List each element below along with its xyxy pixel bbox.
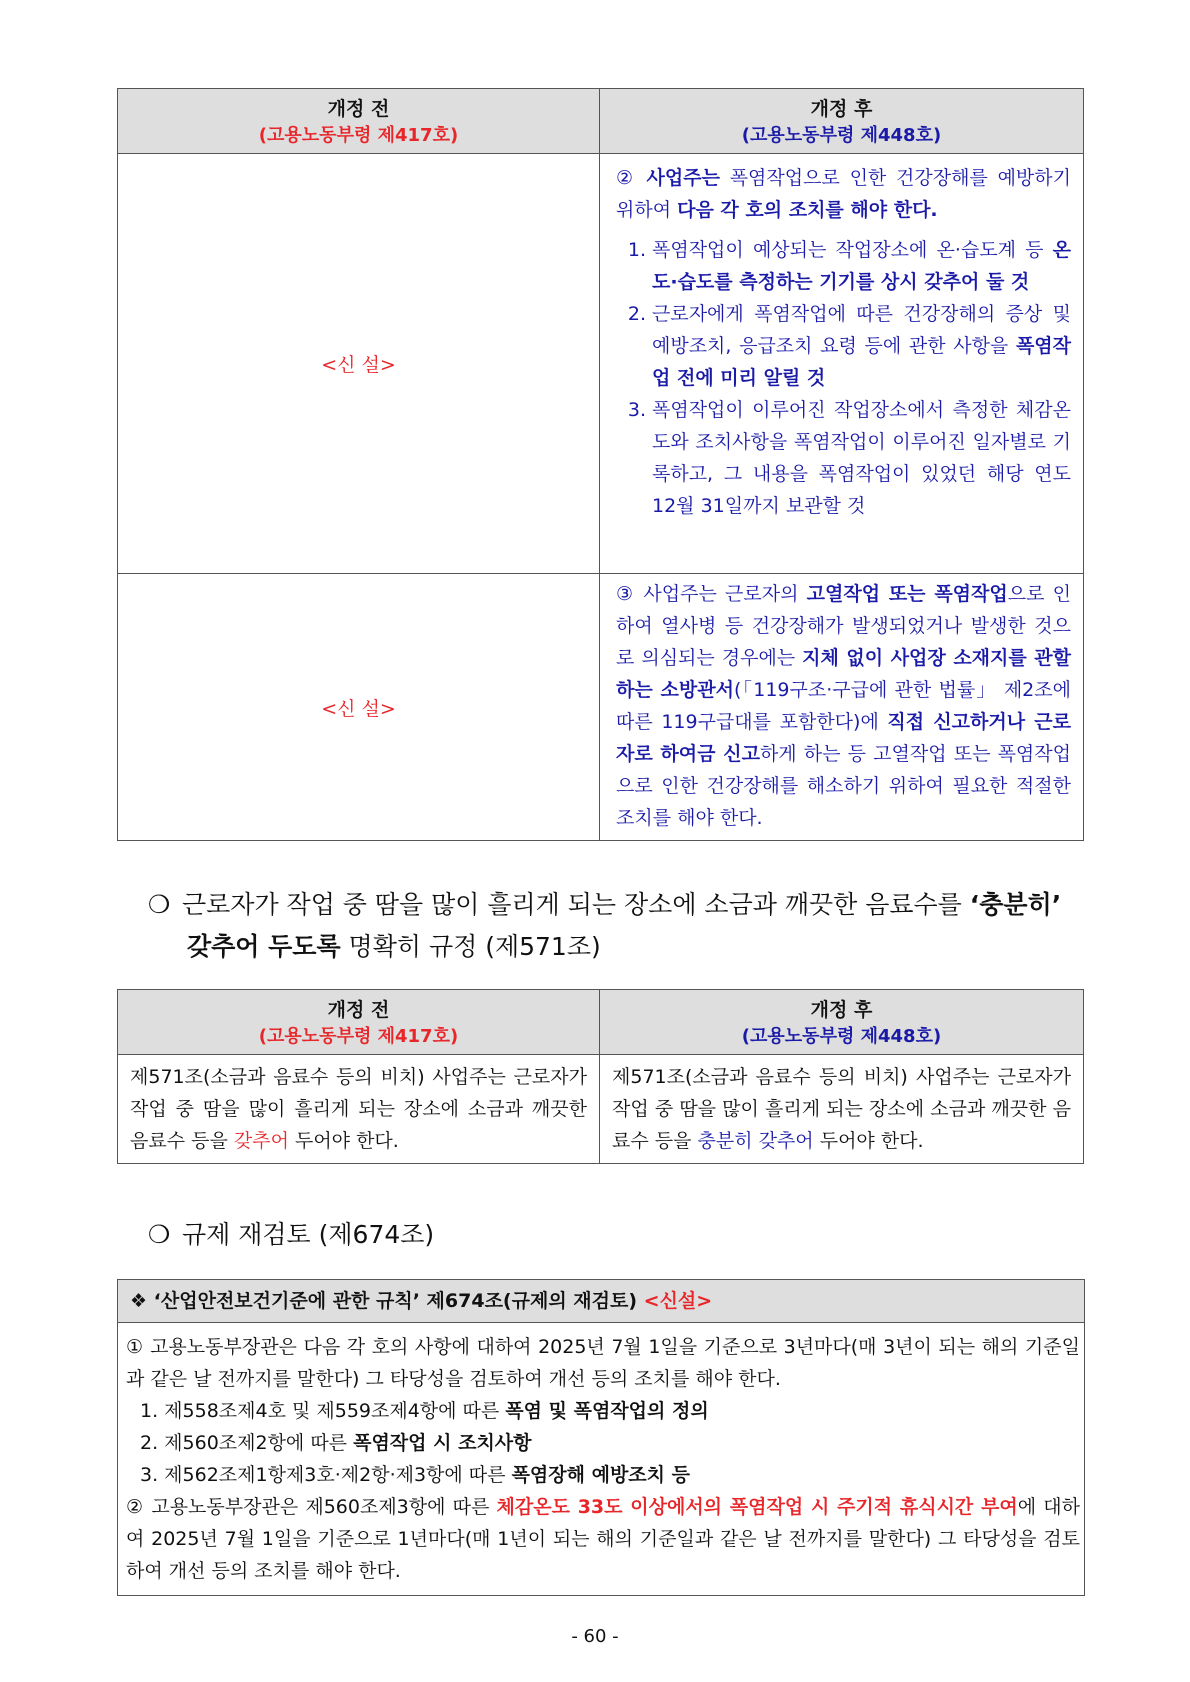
new-badge: <신설> [643,1290,713,1312]
before-title: 개정 전 [327,98,390,120]
new-provision-label: <신 설> [118,154,600,574]
diamond-icon: ❖ [130,1290,148,1312]
page-number: - 60 - [571,1626,619,1647]
before-title: 개정 전 [327,999,390,1021]
after-decree: (고용노동부령 제448호) [741,125,942,146]
reg-item-3: 3. 제562조제1항제3호·제2항·제3항에 따른 폭염장해 예방조치 등 [140,1464,690,1486]
regulation-box-header: ❖ ‘산업안전보건기준에 관한 규칙’ 제674조(규제의 재검토) <신설> [118,1280,1084,1323]
after-clause-2 [600,154,1084,574]
reg-paragraph-2: ② 고용노동부장관은 제560조제3항에 따른 체감온도 33도 이상에서의 폭염작업 시 주기적 휴식시간 부여에 대하여 2025년 7월 1일을 기준으로 1년마다(매 1년이 되는 해의 기준일과 같은 날 전까지를 말한다) 그 타당성을 검토하여 개선 등의 조치를 해야 한다. [126,1496,1080,1582]
bullet-mark: ❍ [148,890,171,919]
clause-2-item-1: 1. 폭염작업이 예상되는 작업장소에 온·습도계 등 온도·습도를 측정하는 기기를 상시 갖추어 둘 것 [627,239,1071,293]
before-header [118,990,600,1055]
after-decree: (고용노동부령 제448호) [741,1026,942,1047]
after-title: 개정 후 [810,999,873,1021]
new-provision-label: <신 설> [118,574,600,841]
after-clause-3: ③ 사업주는 근로자의 고열작업 또는 폭염작업으로 인하여 열사병 등 건강장해가 발생되었거나 발생한 것으로 의심되는 경우에는 지체 없이 사업장 소재지를 관할하는 소방관서(「119구조·구급에 관한 법률」 제2조에 따른 119구급대를 포함한다)에 직접 신고하거나 근로자로 하여금 신고하게 하는 등 고열작업 또는 폭염작업으로 인한 건강장해를 해소하기 위하여 필요한 적절한 조치를 해야 한다. [600,574,1084,841]
after-header [600,990,1084,1055]
after-header [600,89,1084,154]
reg-paragraph-1: ① 고용노동부장관은 다음 각 호의 사항에 대하여 2025년 7월 1일을 기준으로 3년마다(매 3년이 되는 해의 기준일과 같은 날 전까지를 말한다) 그 타당성을 검토하여 개선 등의 조치를 해야 한다. [126,1336,1080,1390]
clause-2-item-3: 3. 폭염작업이 이루어진 작업장소에서 측정한 체감온도와 조치사항을 폭염작업이 이루어진 일자별로 기록하고, 그 내용을 폭염작업이 있었던 해당 연도 12월 31일까지 보관할 것 [627,399,1071,517]
regulation-box-body [118,1323,1084,1595]
clause-2-item-2: 2. 근로자에게 폭염작업에 따른 건강장해의 증상 및 예방조치, 응급조치 요령 등에 관한 사항을 폭염작업 전에 미리 알릴 것 [627,303,1071,389]
reg-item-2: 2. 제560조제2항에 따른 폭염작업 시 조치사항 [140,1432,532,1454]
before-decree: (고용노동부령 제417호) [258,1026,459,1047]
before-decree: (고용노동부령 제417호) [258,125,459,146]
reg-item-1: 1. 제558조제4호 및 제559조제4항에 따른 폭염 및 폭염작업의 정의 [140,1400,709,1422]
before-article-571: 제571조(소금과 음료수 등의 비치) 사업주는 근로자가 작업 중 땀을 많이 흘리게 되는 장소에 소금과 깨끗한 음료수 등을 갖추어 두어야 한다. [118,1055,600,1164]
after-article-571: 제571조(소금과 음료수 등의 비치) 사업주는 근로자가 작업 중 땀을 많이 흘리게 되는 장소에 소금과 깨끗한 음료수 등을 충분히 갖추어 두어야 한다. [600,1055,1084,1164]
bullet-mark: ❍ [148,1220,171,1249]
regulation-box-674 [117,1279,1085,1596]
comparison-table-2 [117,989,1084,1164]
before-header [118,89,600,154]
clause-2-intro: ② 사업주는 폭염작업으로 인한 건강장해를 예방하기 위하여 다음 각 호의 조치를 해야 한다. [616,167,1071,221]
comparison-table-1 [117,88,1084,841]
summary-bullet-571: ❍ 근로자가 작업 중 땀을 많이 흘리게 되는 장소에 소금과 깨끗한 음료수를 ‘충분히’ 갖추어 두도록 명확히 규정 (제571조) [148,884,1098,968]
summary-bullet-674: ❍ 규제 재검토 (제674조) [148,1214,1098,1256]
after-title: 개정 후 [810,98,873,120]
